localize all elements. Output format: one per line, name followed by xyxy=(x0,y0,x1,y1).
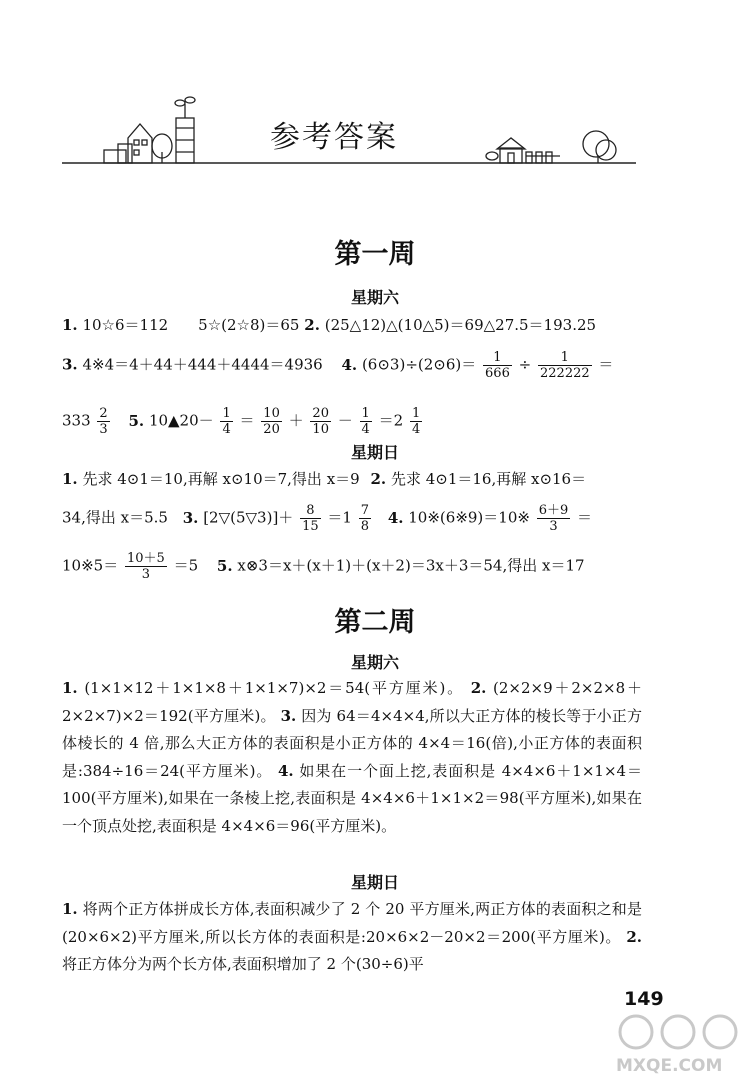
fraction: $\frac{7}{8}$ xyxy=(360,503,370,534)
fraction: $\frac{1}{4}$ xyxy=(222,406,231,437)
fraction: $\frac{1}{222222}$ xyxy=(540,350,590,381)
answer-text: (1×1×12＋1×1×8＋1×1×7)×2＝54(平方厘米)。 xyxy=(84,679,465,697)
right-tree-icon xyxy=(583,131,616,163)
left-house-icon xyxy=(104,124,172,163)
answer-number: 2. xyxy=(470,679,487,697)
answer-text: (25△12)△(10△5)＝69△27.5＝193.25 xyxy=(324,316,597,334)
answer-text: 10※(6※9)＝10※ xyxy=(408,508,530,527)
w1-sat-line1 xyxy=(62,313,596,337)
week1-saturday-title: 星期六 xyxy=(350,288,399,307)
w1-sun-line3 xyxy=(62,551,585,582)
watermark-emblem-icon xyxy=(616,1012,744,1052)
operator: ＝ xyxy=(577,508,593,527)
fraction: $\frac{20}{10}$ xyxy=(312,406,329,437)
watermark-text: MXQE.COM xyxy=(616,1056,723,1076)
answer-number: 3. xyxy=(280,706,297,725)
fraction: $\frac{10}{20}$ xyxy=(263,406,280,437)
answer-number: 1. xyxy=(62,679,78,697)
week1-sunday-title: 星期日 xyxy=(350,443,399,462)
answer-text: 10▲20－ xyxy=(148,411,214,430)
operator: － xyxy=(337,411,353,430)
week2-saturday-title: 星期六 xyxy=(350,653,399,672)
answer-text: ＝1 xyxy=(327,508,352,527)
answer-text: 将正方体分为两个长方体,表面积增加了 2 个(30÷6)平 xyxy=(62,955,424,973)
answer-text: 10☆6＝112 5☆(2☆8)＝65 xyxy=(82,316,300,334)
answer-number: 1. xyxy=(62,316,78,334)
answer-text: ＝5 xyxy=(173,556,199,575)
answer-text: 333 xyxy=(62,411,91,430)
answer-number: 3. xyxy=(182,508,199,527)
answer-number: 1. xyxy=(62,900,78,918)
fraction: $\frac{1}{4}$ xyxy=(361,406,370,437)
operator: ＝ xyxy=(239,411,255,430)
operator: ＝2 xyxy=(378,411,404,430)
page-title: 参考答案 xyxy=(270,120,398,155)
left-tower-icon xyxy=(175,97,195,163)
fraction: $\frac{1}{4}$ xyxy=(411,406,421,437)
answer-text: 先求 4⊙1＝16,再解 x⊙16＝ xyxy=(390,470,587,488)
answer-text: (2×2×9＋2×2×8＋2×2×7)×2＝192(平方厘米)。 xyxy=(62,679,642,725)
answer-number: 5. xyxy=(128,411,145,430)
w1-sun-line1 xyxy=(62,467,586,491)
answer-text: 先求 4⊙1＝10,再解 x⊙10＝7,得出 x＝9 xyxy=(82,470,360,488)
answer-number: 2. xyxy=(304,316,320,334)
page-number: 149 xyxy=(624,988,664,1010)
week2-sunday-title: 星期日 xyxy=(350,873,399,892)
right-house-icon xyxy=(486,138,560,163)
week2-title: 第二周 xyxy=(334,607,416,638)
fraction: $\frac{1}{666}$ xyxy=(485,350,510,381)
header-decoration xyxy=(0,0,750,200)
answer-text: [2▽(5▽3)]＋ xyxy=(203,508,294,527)
week1-title: 第一周 xyxy=(334,239,416,270)
answer-text: 如果在一个面上挖,表面积是 4×4×6＋1×1×4＝100(平方厘米),如果在一条棱上挖,表面积是 4×4×6＋1×1×2＝98(平方厘米),如果在一个顶点处挖,表面积是 4×4×6＝96(平方厘米)。 xyxy=(62,761,642,835)
w1-sun-line2 xyxy=(62,503,592,534)
fraction: $\frac{6+9}{3}$ xyxy=(538,503,569,534)
operator: ÷ xyxy=(518,355,532,374)
answer-number: 4. xyxy=(387,508,404,527)
answer-number: 2. xyxy=(626,927,642,946)
answer-text: 因为 64＝4×4×4,所以大正方体的棱长等于小正方体棱长的 4 倍,那么大正方体的表面积是小正方体的 4×4＝16(倍),小正方体的表面积是:384÷16＝24(平方厘米)。 xyxy=(62,706,642,780)
answer-text: 10※5＝ xyxy=(62,556,119,575)
answer-number: 1. xyxy=(62,470,78,488)
operator: ＋ xyxy=(288,411,304,430)
answer-text: (6⊙3)÷(2⊙6)＝ xyxy=(361,355,477,374)
answer-number: 5. xyxy=(216,556,233,575)
answer-text: x⊗3＝x＋(x＋1)＋(x＋2)＝3x＋3＝54,得出 x＝17 xyxy=(237,556,585,575)
answer-text: 34,得出 x＝5.5 xyxy=(62,508,168,527)
watermark-logo xyxy=(616,1012,744,1074)
operator: ＝ xyxy=(598,355,614,374)
fraction: $\frac{2}{3}$ xyxy=(99,406,108,437)
w1-sat-line3 xyxy=(62,406,424,437)
answer-text: 将两个正方体拼成长方体,表面积减少了 2 个 20 平方厘米,两正方体的表面积之和是(20×6×2)平方厘米,所以长方体的表面积是:20×6×2－20×2＝200(平方厘米)。 xyxy=(62,900,642,946)
w2-sun-paragraph xyxy=(62,896,642,979)
w2-sat-paragraph xyxy=(62,675,642,840)
fraction: $\frac{10+5}{3}$ xyxy=(126,551,165,582)
w1-sat-line2 xyxy=(62,350,613,381)
answer-number: 4. xyxy=(277,761,294,780)
answer-number: 4. xyxy=(341,355,358,374)
answer-number: 2. xyxy=(370,470,387,488)
answer-number: 3. xyxy=(62,355,78,374)
fraction: $\frac{8}{15}$ xyxy=(302,503,319,534)
answer-text: 4※4＝4＋44＋444＋4444＝4936 xyxy=(82,355,323,374)
